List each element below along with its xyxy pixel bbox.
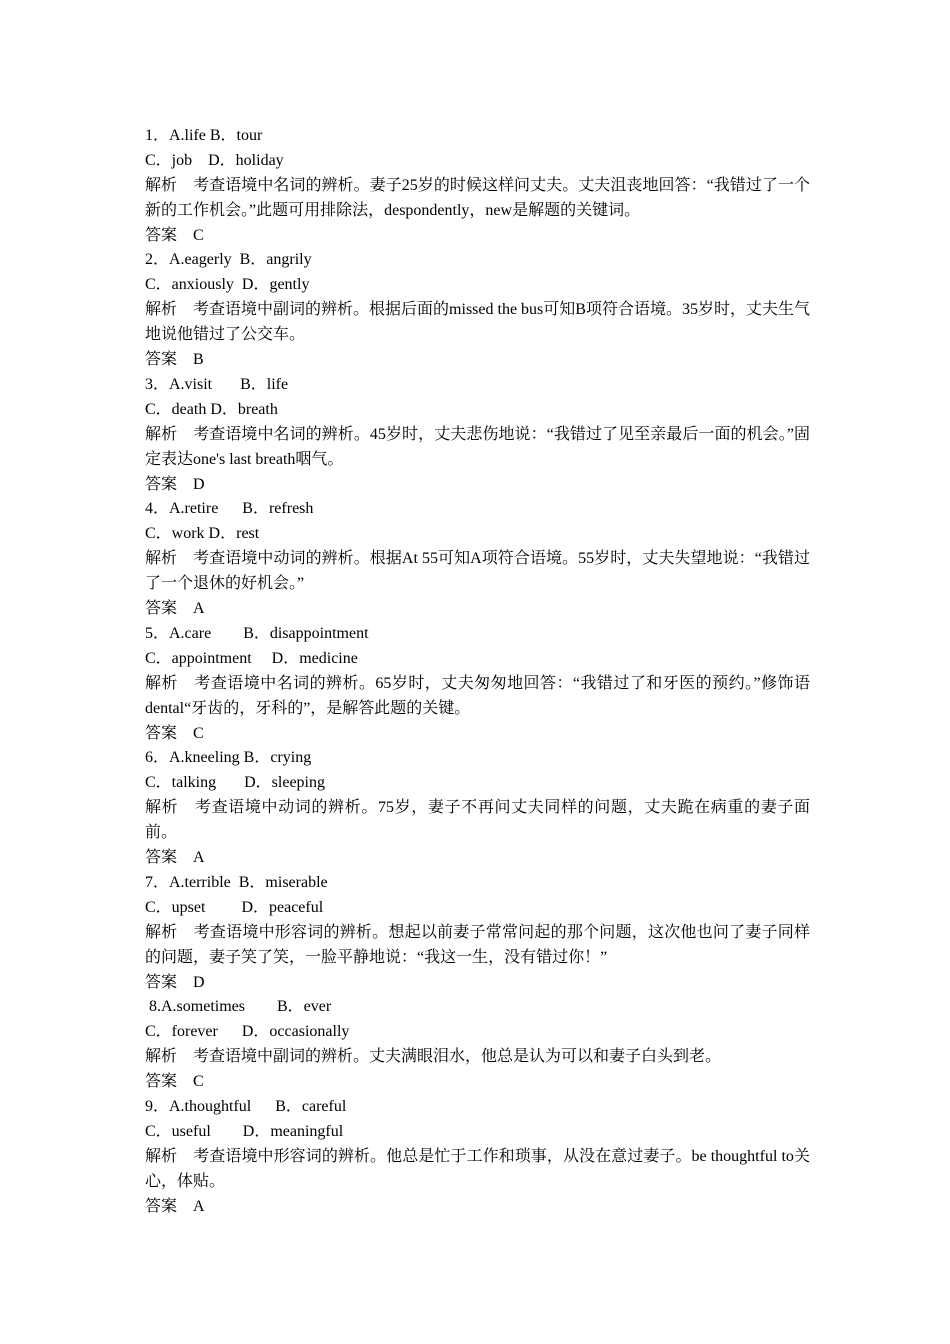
question-1 xyxy=(145,124,810,248)
question-4-options-cd: C．work D．rest xyxy=(145,525,260,543)
question-8-analysis: 解析 考查语境中副词的辨析。丈夫满眼泪水，他总是认为可以和妻子白头到老。 xyxy=(145,1048,722,1066)
question-6-answer: 答案 A xyxy=(145,849,205,867)
question-6-options-cd: C．talking D．sleeping xyxy=(145,774,325,792)
question-5-options-ab: 5．A.care B．disappointment xyxy=(145,624,369,642)
question-5-options-cd: C．appointment D．medicine xyxy=(145,649,358,667)
question-9 xyxy=(145,1095,810,1219)
question-6-analysis: 解析 考查语境中动词的辨析。75岁，妻子不再问丈夫同样的问题，丈夫跪在病重的妻子面前。 xyxy=(145,799,810,842)
document-page xyxy=(145,124,810,1219)
question-8-answer: 答案 C xyxy=(145,1073,204,1091)
question-2-options-cd: C．anxiously D．gently xyxy=(145,276,310,294)
question-7 xyxy=(145,871,810,995)
question-8-options-cd: C．forever D．occasionally xyxy=(145,1023,350,1041)
question-8 xyxy=(145,995,810,1095)
question-4-answer: 答案 A xyxy=(145,600,205,618)
question-5-answer: 答案 C xyxy=(145,724,204,742)
question-6-options-ab: 6．A.kneeling B．crying xyxy=(145,749,312,767)
question-2-options-ab: 2．A.eagerly B．angrily xyxy=(145,251,312,269)
question-7-options-cd: C．upset D．peaceful xyxy=(145,898,324,916)
question-9-options-cd: C．useful D．meaningful xyxy=(145,1122,344,1140)
question-6 xyxy=(145,746,810,870)
question-9-analysis: 解析 考查语境中形容词的辨析。他总是忙于工作和琐事，从没在意过妻子。be thoughtful to关心，体贴。 xyxy=(145,1147,810,1190)
question-1-answer: 答案 C xyxy=(145,226,204,244)
question-1-options-cd: C．job D．holiday xyxy=(145,151,284,169)
question-4-analysis: 解析 考查语境中动词的辨析。根据At 55可知A项符合语境。55岁时，丈夫失望地说：“我错过了一个退休的好机会。” xyxy=(145,550,810,593)
question-5 xyxy=(145,622,810,746)
question-3-options-cd: C．death D．breath xyxy=(145,400,278,418)
question-7-options-ab: 7．A.terrible B．miserable xyxy=(145,873,328,891)
question-7-answer: 答案 D xyxy=(145,973,205,991)
question-2-analysis: 解析 考查语境中副词的辨析。根据后面的missed the bus可知B项符合语境。35岁时，丈夫生气地说他错过了公交车。 xyxy=(145,301,810,344)
question-3-answer: 答案 D xyxy=(145,475,205,493)
question-3 xyxy=(145,373,810,497)
question-3-analysis: 解析 考查语境中名词的辨析。45岁时，丈夫悲伤地说：“我错过了见至亲最后一面的机会。”固定表达one's last breath咽气。 xyxy=(145,425,810,468)
question-4-options-ab: 4．A.retire B．refresh xyxy=(145,500,314,518)
question-4 xyxy=(145,497,810,621)
question-5-analysis: 解析 考查语境中名词的辨析。65岁时，丈夫匆匆地回答：“我错过了和牙医的预约。”修饰语dental“牙齿的，牙科的”，是解答此题的关键。 xyxy=(145,674,810,717)
question-9-options-ab: 9．A.thoughtful B．careful xyxy=(145,1097,347,1115)
question-8-options-ab: 8.A.sometimes B．ever xyxy=(145,998,332,1016)
question-2 xyxy=(145,248,810,372)
question-9-answer: 答案 A xyxy=(145,1197,205,1215)
question-7-analysis: 解析 考查语境中形容词的辨析。想起以前妻子常常问起的那个问题，这次他也问了妻子同样的问题，妻子笑了笑，一脸平静地说：“我这一生，没有错过你！” xyxy=(145,923,810,966)
question-2-answer: 答案 B xyxy=(145,351,204,369)
question-1-options-ab: 1．A.life B．tour xyxy=(145,127,263,144)
question-3-options-ab: 3．A.visit B．life xyxy=(145,375,289,393)
question-1-analysis: 解析 考查语境中名词的辨析。妻子25岁的时候这样问丈夫。丈夫沮丧地回答：“我错过了一个新的工作机会。”此题可用排除法，despondently，new是解题的关键词。 xyxy=(145,176,810,219)
